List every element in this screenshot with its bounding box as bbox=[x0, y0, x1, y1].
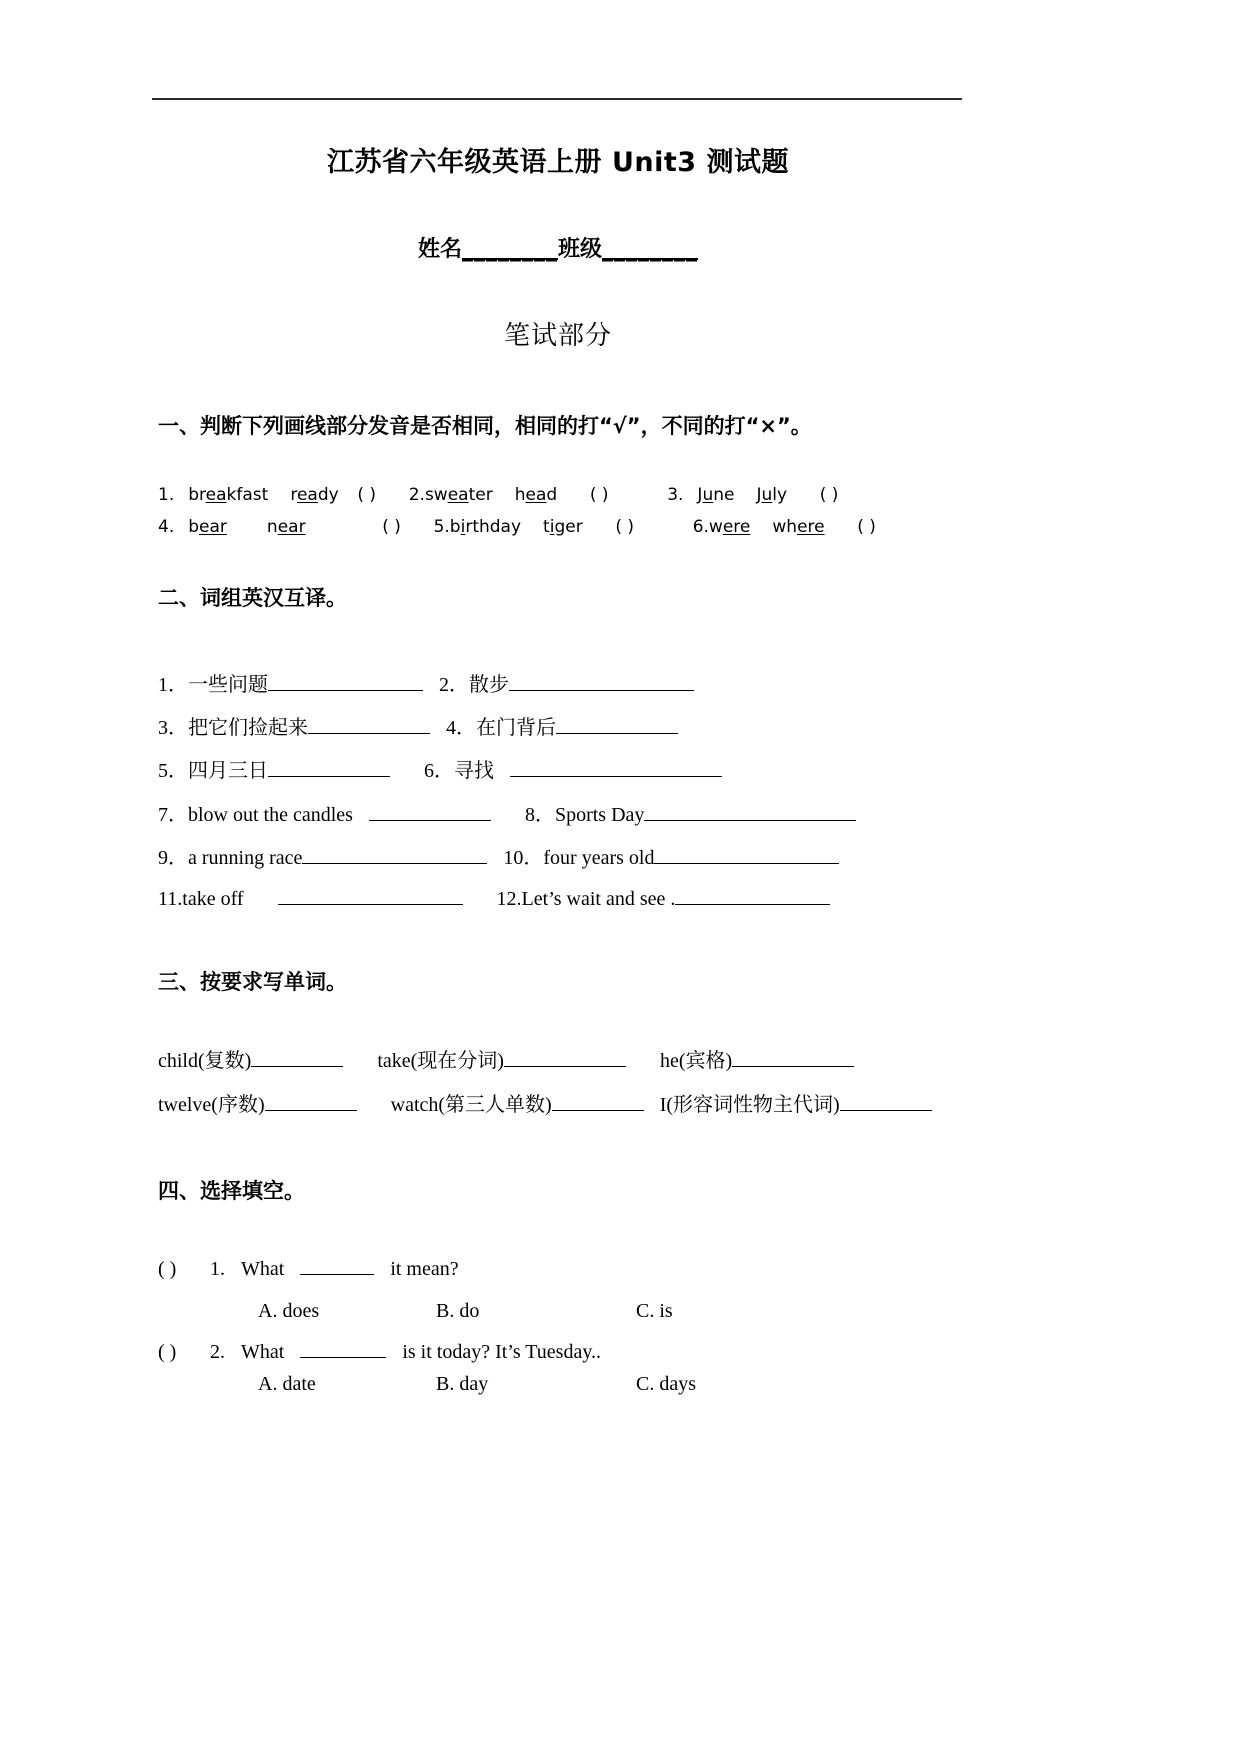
class-label: 班级 bbox=[558, 237, 603, 262]
item-number: 5． bbox=[158, 760, 188, 782]
option-b[interactable]: B. day bbox=[436, 1373, 489, 1395]
pronunciation-row-2 bbox=[158, 517, 895, 537]
question-stem: is it today? It’s Tuesday.. bbox=[402, 1341, 602, 1363]
section-heading-three: 三、按要求写单词。 bbox=[158, 970, 347, 994]
item-text: blow out the candles bbox=[188, 804, 353, 826]
item-text: Let’s wait and see . bbox=[521, 888, 676, 910]
answer-blank[interactable] bbox=[278, 885, 463, 905]
option-c[interactable]: C. days bbox=[636, 1373, 696, 1395]
answer-paren[interactable]: ( ) bbox=[158, 1341, 177, 1363]
option-a[interactable]: A. date bbox=[258, 1373, 316, 1395]
item-text: take off bbox=[182, 888, 244, 910]
answer-paren[interactable]: ( ) bbox=[589, 485, 609, 505]
answer-paren[interactable]: ( ) bbox=[382, 517, 401, 537]
pronunciation-row-1 bbox=[158, 485, 857, 505]
word-form-row bbox=[158, 1088, 932, 1117]
item-text: 散步 bbox=[469, 674, 509, 696]
word-prompt: I(形容词性物主代词) bbox=[659, 1094, 840, 1116]
translation-row bbox=[158, 885, 830, 911]
choice-question-2 bbox=[158, 1339, 601, 1364]
item-number: 11. bbox=[158, 888, 183, 910]
answer-paren[interactable]: ( ) bbox=[857, 517, 876, 537]
question-stem: it mean? bbox=[390, 1258, 459, 1280]
item-number: 7． bbox=[158, 804, 188, 826]
item-text: 四月三日 bbox=[188, 760, 268, 782]
pron-item: 4. bear near ( ) bbox=[158, 517, 420, 537]
item-number: 2． bbox=[439, 674, 469, 696]
answer-blank[interactable] bbox=[268, 757, 390, 777]
word-form-row bbox=[158, 1044, 854, 1073]
answer-paren[interactable]: ( ) bbox=[615, 517, 635, 537]
item-text: Sports Day bbox=[554, 804, 645, 826]
page-title: 江苏省六年级英语上册 Unit3 测试题 bbox=[327, 147, 789, 178]
word-prompt: he(宾格) bbox=[659, 1050, 733, 1072]
translation-row bbox=[158, 754, 722, 783]
answer-blank[interactable] bbox=[302, 844, 487, 864]
answer-blank[interactable] bbox=[268, 671, 423, 691]
answer-blank[interactable] bbox=[251, 1047, 343, 1067]
answer-blank[interactable] bbox=[509, 671, 694, 691]
choice-options-2 bbox=[258, 1373, 696, 1396]
name-class-row bbox=[152, 232, 964, 263]
choice-options-1 bbox=[258, 1300, 673, 1323]
answer-blank[interactable] bbox=[552, 1091, 644, 1111]
pron-item: 1. breakfast ready ( ) bbox=[158, 485, 395, 505]
translation-row bbox=[158, 798, 856, 827]
translation-row bbox=[158, 841, 839, 870]
item-number: 9． bbox=[158, 847, 188, 869]
written-section-subtitle: 笔试部分 bbox=[503, 321, 612, 351]
item-number: 3． bbox=[158, 717, 188, 739]
item-number: 1. bbox=[210, 1258, 225, 1280]
item-text: a running race bbox=[188, 847, 303, 869]
pron-item: 3. June July ( ) bbox=[667, 485, 857, 505]
answer-paren[interactable]: ( ) bbox=[158, 1258, 177, 1280]
word-prompt: watch(第三人单数) bbox=[390, 1094, 552, 1116]
item-number: 2. bbox=[210, 1341, 225, 1363]
section-heading-four: 四、选择填空。 bbox=[158, 1179, 305, 1203]
answer-blank[interactable] bbox=[300, 1339, 386, 1358]
answer-blank[interactable] bbox=[840, 1091, 932, 1111]
choice-question-1 bbox=[158, 1256, 459, 1281]
pron-item: 2.sweater head ( ) bbox=[409, 485, 627, 505]
word-prompt: twelve(序数) bbox=[158, 1094, 265, 1116]
answer-blank[interactable] bbox=[510, 757, 722, 777]
item-text: 在门背后 bbox=[476, 717, 556, 739]
answer-blank[interactable] bbox=[675, 885, 830, 905]
translation-row bbox=[158, 668, 694, 697]
answer-blank[interactable] bbox=[265, 1091, 357, 1111]
item-number: 1． bbox=[158, 674, 188, 696]
pron-item: 6.were where ( ) bbox=[693, 517, 895, 537]
answer-blank[interactable] bbox=[308, 714, 430, 734]
question-stem: What bbox=[241, 1258, 285, 1280]
section-heading-two: 二、词组英汉互译。 bbox=[158, 586, 347, 610]
translation-row bbox=[158, 711, 678, 740]
word-prompt: child(复数) bbox=[158, 1050, 252, 1072]
pron-item: 5.birthday tiger ( ) bbox=[434, 517, 653, 537]
answer-blank[interactable] bbox=[644, 801, 856, 821]
option-c[interactable]: C. is bbox=[636, 1300, 673, 1322]
item-number: 10． bbox=[503, 847, 544, 869]
question-stem: What bbox=[241, 1341, 285, 1363]
class-blank[interactable]: ________ bbox=[602, 237, 699, 262]
item-text: four years old bbox=[543, 847, 655, 869]
answer-blank[interactable] bbox=[732, 1047, 854, 1067]
item-text: 一些问题 bbox=[188, 674, 268, 696]
item-number: 8． bbox=[524, 804, 555, 826]
item-number: 4． bbox=[446, 717, 476, 739]
answer-paren[interactable]: ( ) bbox=[357, 485, 377, 505]
answer-blank[interactable] bbox=[504, 1047, 626, 1067]
option-a[interactable]: A. does bbox=[258, 1300, 320, 1322]
item-number: 6． bbox=[424, 760, 454, 782]
item-text: 把它们捡起来 bbox=[188, 717, 308, 739]
name-label: 姓名 bbox=[417, 237, 462, 262]
answer-blank[interactable] bbox=[556, 714, 678, 734]
answer-paren[interactable]: ( ) bbox=[819, 485, 839, 505]
name-blank[interactable]: ________ bbox=[462, 237, 558, 262]
answer-blank[interactable] bbox=[300, 1256, 374, 1275]
header-rule bbox=[152, 98, 962, 100]
item-text: 寻找 bbox=[454, 760, 494, 782]
item-number: 12. bbox=[496, 888, 522, 910]
answer-blank[interactable] bbox=[654, 844, 839, 864]
option-b[interactable]: B. do bbox=[436, 1300, 480, 1322]
section-heading-one: 一、判断下列画线部分发音是否相同，相同的打“√”，不同的打“×”。 bbox=[158, 414, 812, 438]
answer-blank[interactable] bbox=[369, 801, 491, 821]
word-prompt: take(现在分词) bbox=[377, 1050, 504, 1072]
